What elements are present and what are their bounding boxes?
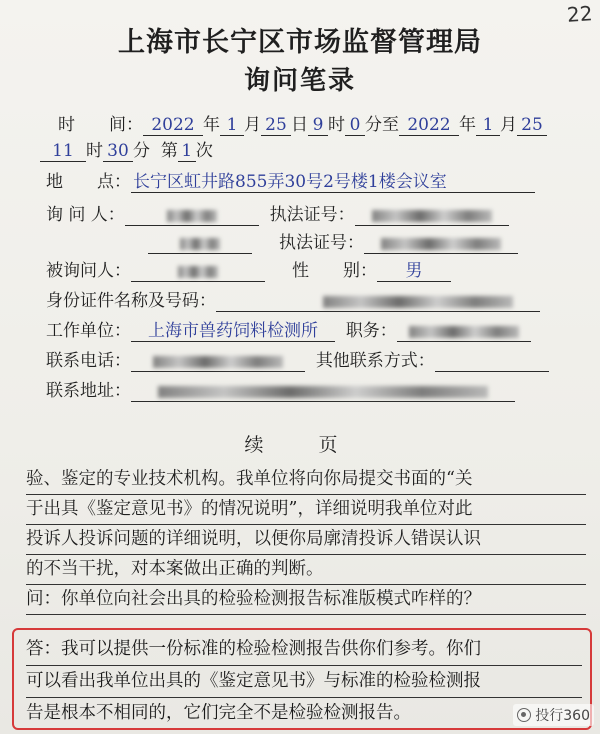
interviewee-row	[46, 256, 451, 282]
wechat-logo-icon	[517, 708, 531, 722]
unit-year: 年	[203, 115, 220, 135]
unit-to: 至	[382, 115, 399, 135]
agency-title: 上海市长宁区市场监督管理局	[118, 27, 482, 58]
cert-label: 执法证号：	[269, 205, 355, 225]
other-contact-label: 其他联系方式：	[315, 351, 435, 371]
time-row-2	[40, 136, 213, 162]
answer-line: 可以看出我单位出具的《鉴定意见书》与标准的检验检测报	[26, 666, 582, 698]
start-year: 2022	[143, 115, 203, 136]
answer-line: 答：我可以提供一份标准的检验检测报告供你们参考。你们	[26, 634, 582, 666]
place-value: 长宁区虹井路855弄30号2号楼1楼会议室	[131, 172, 535, 193]
phone-redacted	[131, 351, 305, 372]
gender-value: 男	[377, 261, 451, 282]
work-value: 上海市兽药饲料检测所	[131, 321, 335, 342]
address-redacted	[131, 381, 515, 402]
unit-minute: 分	[365, 115, 382, 135]
place-label: 地 点：	[46, 172, 131, 192]
watermark	[513, 704, 594, 726]
start-day: 25	[261, 115, 291, 136]
address-row	[46, 376, 515, 402]
interviewer-row	[46, 200, 509, 226]
session-number: 1	[178, 141, 196, 162]
unit-hour-2: 时	[86, 141, 103, 161]
end-month: 1	[476, 115, 500, 136]
address-label: 联系地址：	[46, 381, 131, 401]
interviewer-name-redacted	[125, 205, 259, 226]
end-day: 25	[517, 115, 547, 136]
start-minute: 0	[345, 115, 365, 136]
watermark-text: 投行360	[535, 708, 590, 724]
unit-month-2: 月	[500, 115, 517, 135]
continuation-heading: 续 页	[244, 434, 356, 456]
interviewer-label: 询 问 人：	[46, 205, 125, 225]
end-year: 2022	[399, 115, 459, 136]
interviewee-label: 被询问人：	[46, 261, 131, 281]
body-line: 的不当干扰，对本案做出正确的判断。	[26, 555, 586, 585]
gender-label: 性 别：	[292, 261, 378, 281]
end-minute: 30	[103, 141, 133, 162]
phone-label: 联系电话：	[46, 351, 131, 371]
position-label: 职务：	[345, 321, 397, 341]
body-line: 于出具《鉴定意见书》的情况说明”，详细说明我单位对此	[26, 495, 586, 525]
work-label: 工作单位：	[46, 321, 131, 341]
position-redacted	[397, 321, 531, 342]
document-title: 询问笔录	[243, 66, 356, 96]
end-hour: 11	[40, 141, 86, 162]
phone-row	[46, 346, 549, 372]
body-line: 验、鉴定的专业技术机构。我单位将向你局提交书面的“关	[26, 465, 586, 495]
cert-number-2-redacted	[364, 233, 518, 254]
other-contact-value	[435, 351, 549, 372]
session-suffix: 次	[195, 141, 213, 161]
unit-year-2: 年	[459, 115, 476, 135]
question-line: 问：你单位向社会出具的检验检测报告标准版模式咋样的？	[26, 585, 586, 615]
unit-month: 月	[244, 115, 261, 135]
unit-minute-2: 分	[133, 141, 150, 161]
unit-hour: 时	[328, 115, 345, 135]
cert-number-redacted	[355, 205, 509, 226]
interviewer-row-2	[148, 228, 518, 254]
answer-line: 告是根本不相同的，它们完全不是检验检测报告。	[26, 703, 411, 723]
start-month: 1	[220, 115, 244, 136]
highlight-box	[12, 628, 592, 730]
work-row	[46, 316, 531, 342]
session-prefix: 第	[160, 141, 178, 161]
place-row	[46, 167, 535, 193]
id-label: 身份证件名称及号码：	[46, 291, 216, 311]
time-row	[58, 110, 547, 136]
page-number: 22	[565, 1, 593, 27]
unit-day: 日	[291, 115, 308, 135]
cert-label-2: 执法证号：	[279, 233, 365, 253]
id-row	[46, 286, 540, 312]
interviewee-name-redacted	[131, 261, 265, 282]
time-label: 时 间：	[58, 115, 143, 135]
body-line: 投诉人投诉问题的详细说明，以便你局廓清投诉人错误认识	[26, 525, 586, 555]
id-number-redacted	[216, 291, 540, 312]
interviewer2-name-redacted	[148, 233, 252, 254]
record-body	[26, 465, 586, 615]
start-hour: 9	[308, 115, 328, 136]
